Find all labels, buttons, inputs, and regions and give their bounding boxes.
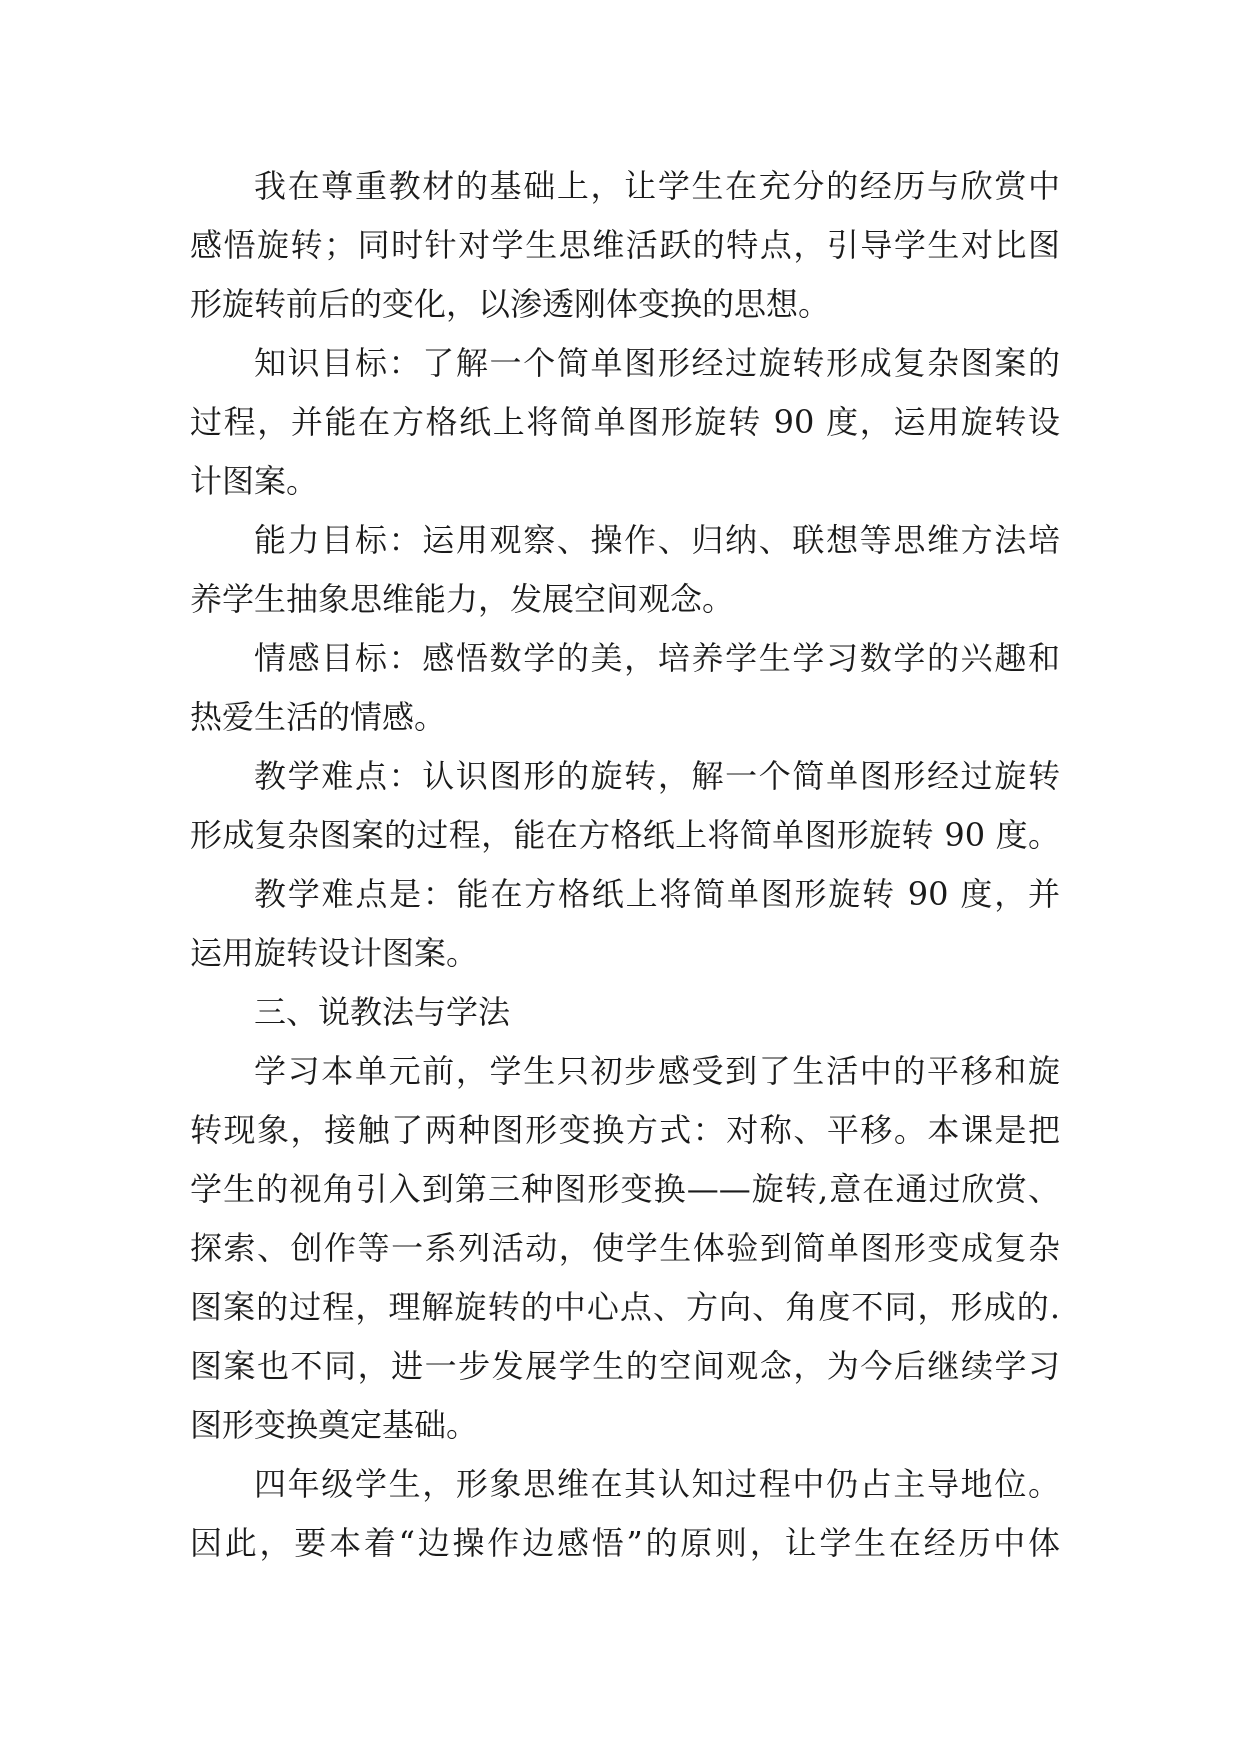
section-heading: 三、说教法与学法 bbox=[254, 993, 511, 1031]
text-line: 运用旋转设计图案。 bbox=[190, 934, 479, 972]
text-line: 知识目标：了解一个简单图形经过旋转形成复杂图案的 bbox=[254, 344, 1060, 382]
text-line: 因此，要本着“边操作边感悟”的原则，让学生在经历中体 bbox=[190, 1524, 1060, 1562]
text-line: 转现象，接触了两种图形变换方式：对称、平移。本课是把 bbox=[190, 1111, 1060, 1149]
text-line: 养学生抽象思维能力，发展空间观念。 bbox=[190, 580, 735, 618]
text-line: 学生的视角引入到第三种图形变换——旋转,意在通过欣赏、 bbox=[190, 1170, 1060, 1208]
text-line: 图案的过程，理解旋转的中心点、方向、角度不同，形成的. bbox=[190, 1288, 1060, 1326]
text-line: 图形变换奠定基础。 bbox=[190, 1406, 479, 1444]
text-line: 教学难点是：能在方格纸上将简单图形旋转 90 度，并 bbox=[254, 875, 1060, 913]
text-line: 四年级学生，形象思维在其认知过程中仍占主导地位。 bbox=[254, 1465, 1060, 1503]
text-line: 我在尊重教材的基础上，让学生在充分的经历与欣赏中 bbox=[254, 167, 1060, 205]
text-line: 学习本单元前，学生只初步感受到了生活中的平移和旋 bbox=[254, 1052, 1060, 1090]
text-line: 计图案。 bbox=[190, 462, 319, 500]
text-line: 热爱生活的情感。 bbox=[190, 698, 447, 736]
text-line: 教学难点：认识图形的旋转，解一个简单图形经过旋转 bbox=[254, 757, 1060, 795]
text-line: 形成复杂图案的过程，能在方格纸上将简单图形旋转 90 度。 bbox=[190, 816, 1060, 854]
text-line: 过程，并能在方格纸上将简单图形旋转 90 度，运用旋转设 bbox=[190, 403, 1060, 441]
text-line: 探索、创作等一系列活动，使学生体验到简单图形变成复杂 bbox=[190, 1229, 1060, 1267]
document-body bbox=[190, 157, 1060, 1573]
text-line: 情感目标：感悟数学的美，培养学生学习数学的兴趣和 bbox=[254, 639, 1060, 677]
text-line: 感悟旋转；同时针对学生思维活跃的特点，引导学生对比图 bbox=[190, 226, 1060, 264]
text-line: 能力目标：运用观察、操作、归纳、联想等思维方法培 bbox=[254, 521, 1060, 559]
text-line: 图案也不同，进一步发展学生的空间观念，为今后继续学习 bbox=[190, 1347, 1060, 1385]
text-line: 形旋转前后的变化，以渗透刚体变换的思想。 bbox=[190, 285, 831, 323]
